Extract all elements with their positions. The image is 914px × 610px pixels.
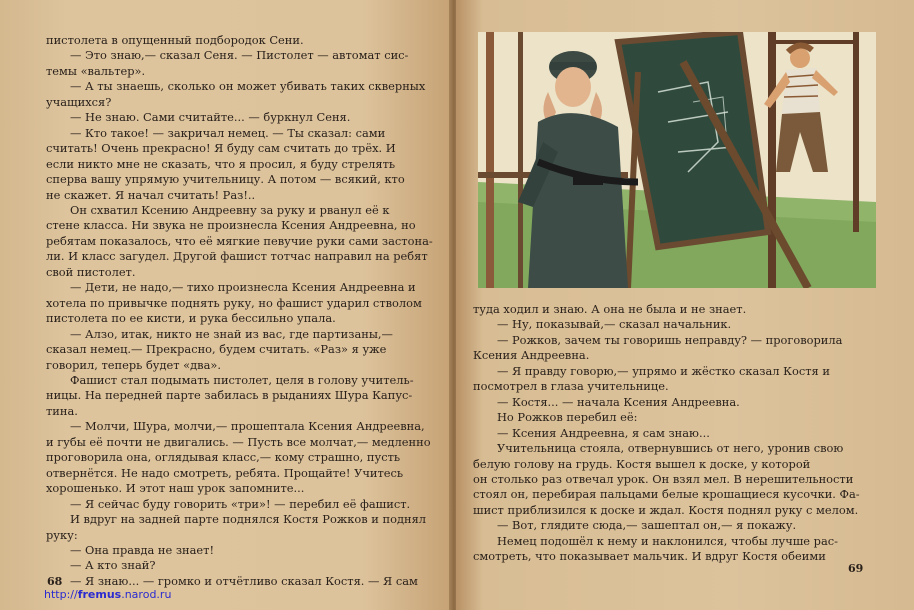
text-line: И вдруг на задней парте поднялся Костя Рожков и поднял (70, 512, 426, 527)
text-line: — Она правда не знает! (70, 542, 215, 557)
text-line: — Алзо, итак, никто не знай из вас, где партизаны,— (70, 326, 393, 341)
text-line: Немец подошёл к нему и наклонился, чтобы лучше рас- (497, 533, 838, 548)
text-line: считать! Очень прекрасно! Я буду сам считать до трёх. И (46, 141, 396, 156)
text-line: — Костя... — начала Ксения Андреевна. (497, 394, 740, 409)
text-line: — Я правду говорю,— упрямо и жёстко сказал Костя и (497, 363, 830, 378)
text-line: пистолета по ее кисти, и рука бессильно упала. (46, 311, 336, 326)
text-line: — Это знаю,— сказал Сеня. — Пистолет — автомат сис- (70, 48, 409, 63)
text-line: — Дети, не надо,— тихо произнесла Ксения Андреевна и (70, 280, 416, 295)
text-line: проговорила она, оглядывая класс,— кому страшно, пусть (46, 450, 401, 465)
text-line: и губы её почти не двигались. — Пусть все молчат,— медленно (46, 434, 431, 449)
text-line: — Ксения Андреевна, я сам знаю... (497, 425, 710, 440)
illustration-art (478, 32, 876, 288)
text-line: свой пистолет. (46, 264, 136, 279)
text-line: хорошенько. И этот наш урок запомните... (46, 481, 305, 496)
text-line: — Кто такое! — закричал немец. — Ты сказал: сами (70, 125, 386, 140)
text-line: — Молчи, Шура, молчи,— прошептала Ксения Андреевна, (70, 419, 425, 434)
right-page-text (473, 302, 865, 565)
text-line: хотела по привычке поднять руку, но фашист ударил стволом (46, 295, 422, 310)
text-line: — Не знаю. Сами считайте... — буркнул Сеня. (70, 110, 351, 125)
text-line: — А ты знаешь, сколько он может убивать таких скверных (70, 79, 426, 94)
text-line: тина. (46, 403, 78, 418)
text-line: ребятам показалось, что её мягкие певучие руки сами застона- (46, 233, 433, 248)
text-line: Ксения Андреевна. (473, 348, 590, 363)
text-line: если никто мне не сказать, что я просил, я буду стрелять (46, 156, 396, 171)
text-line: не скажет. Я начал считать! Раз!.. (46, 187, 256, 202)
text-line: смотреть, что показывает мальчик. И вдруг Костя обеими (473, 549, 826, 564)
illustration (478, 32, 876, 288)
text-line: учащихся? (46, 94, 112, 109)
watermark-url[interactable]: http://fremus.narod.ru (44, 588, 172, 601)
text-line: Фашист стал подымать пистолет, целя в голову учитель- (70, 372, 414, 387)
text-line: стоял он, перебирая пальцами белые крошащиеся кусочки. Фа- (473, 487, 860, 502)
text-line: белую голову на грудь. Костя вышел к доске, у которой (473, 456, 811, 471)
left-page-text (46, 33, 436, 589)
text-line: сказал немец.— Прекрасно, будем считать. «Раз» я уже (46, 342, 387, 357)
left-page (0, 0, 452, 610)
text-line: Но Рожков перебил её: (497, 410, 638, 425)
right-page-number: 69 (848, 562, 864, 575)
text-line: сперва вашу упрямую учительницу. А потом — всякий, кто (46, 172, 405, 187)
text-line: говорил, теперь будет «два». (46, 357, 221, 372)
text-line: стене класса. Ни звука не произнесла Ксения Андреевна, но (46, 218, 416, 233)
text-line: — Я сейчас буду говорить «три»! — перебил её фашист. (70, 496, 411, 511)
text-line: Он схватил Ксению Андреевну за руку и рванул её к (70, 202, 390, 217)
text-line: ницы. На передней парте забилась в рыданиях Шура Капус- (46, 388, 413, 403)
text-line: — Я знаю... — громко и отчётливо сказал Костя. — Я сам (70, 573, 418, 588)
text-line: — Ну, показывай,— сказал начальник. (497, 317, 732, 332)
left-page-number: 68 (47, 575, 63, 588)
text-line: пистолета в опущенный подбородок Сени. (46, 33, 304, 47)
text-line: посмотрел в глаза учительнице. (473, 379, 669, 394)
text-line: — Вот, глядите сюда,— зашептал он,— я покажу. (497, 518, 797, 533)
text-line: ли. И класс загудел. Другой фашист тотчас направил на ребят (46, 249, 428, 264)
text-line: шист приблизился к доске и ждал. Костя поднял руку с мелом. (473, 502, 859, 517)
text-line: темы «вальтер». (46, 63, 146, 78)
text-line: — Рожков, зачем ты говоришь неправду? — проговорила (497, 332, 843, 347)
text-line: он столько раз отвечал урок. Он взял мел. В нерешительности (473, 471, 854, 486)
text-line: Учительница стояла, отвернувшись от него, уронив свою (497, 441, 844, 456)
text-line: отвернётся. Не надо смотреть, ребята. Прощайте! Учитесь (46, 465, 404, 480)
text-line: — А кто знай? (70, 558, 156, 573)
text-line: туда ходил и знаю. А она не была и не знает. (473, 302, 747, 316)
text-line: руку: (46, 527, 78, 542)
